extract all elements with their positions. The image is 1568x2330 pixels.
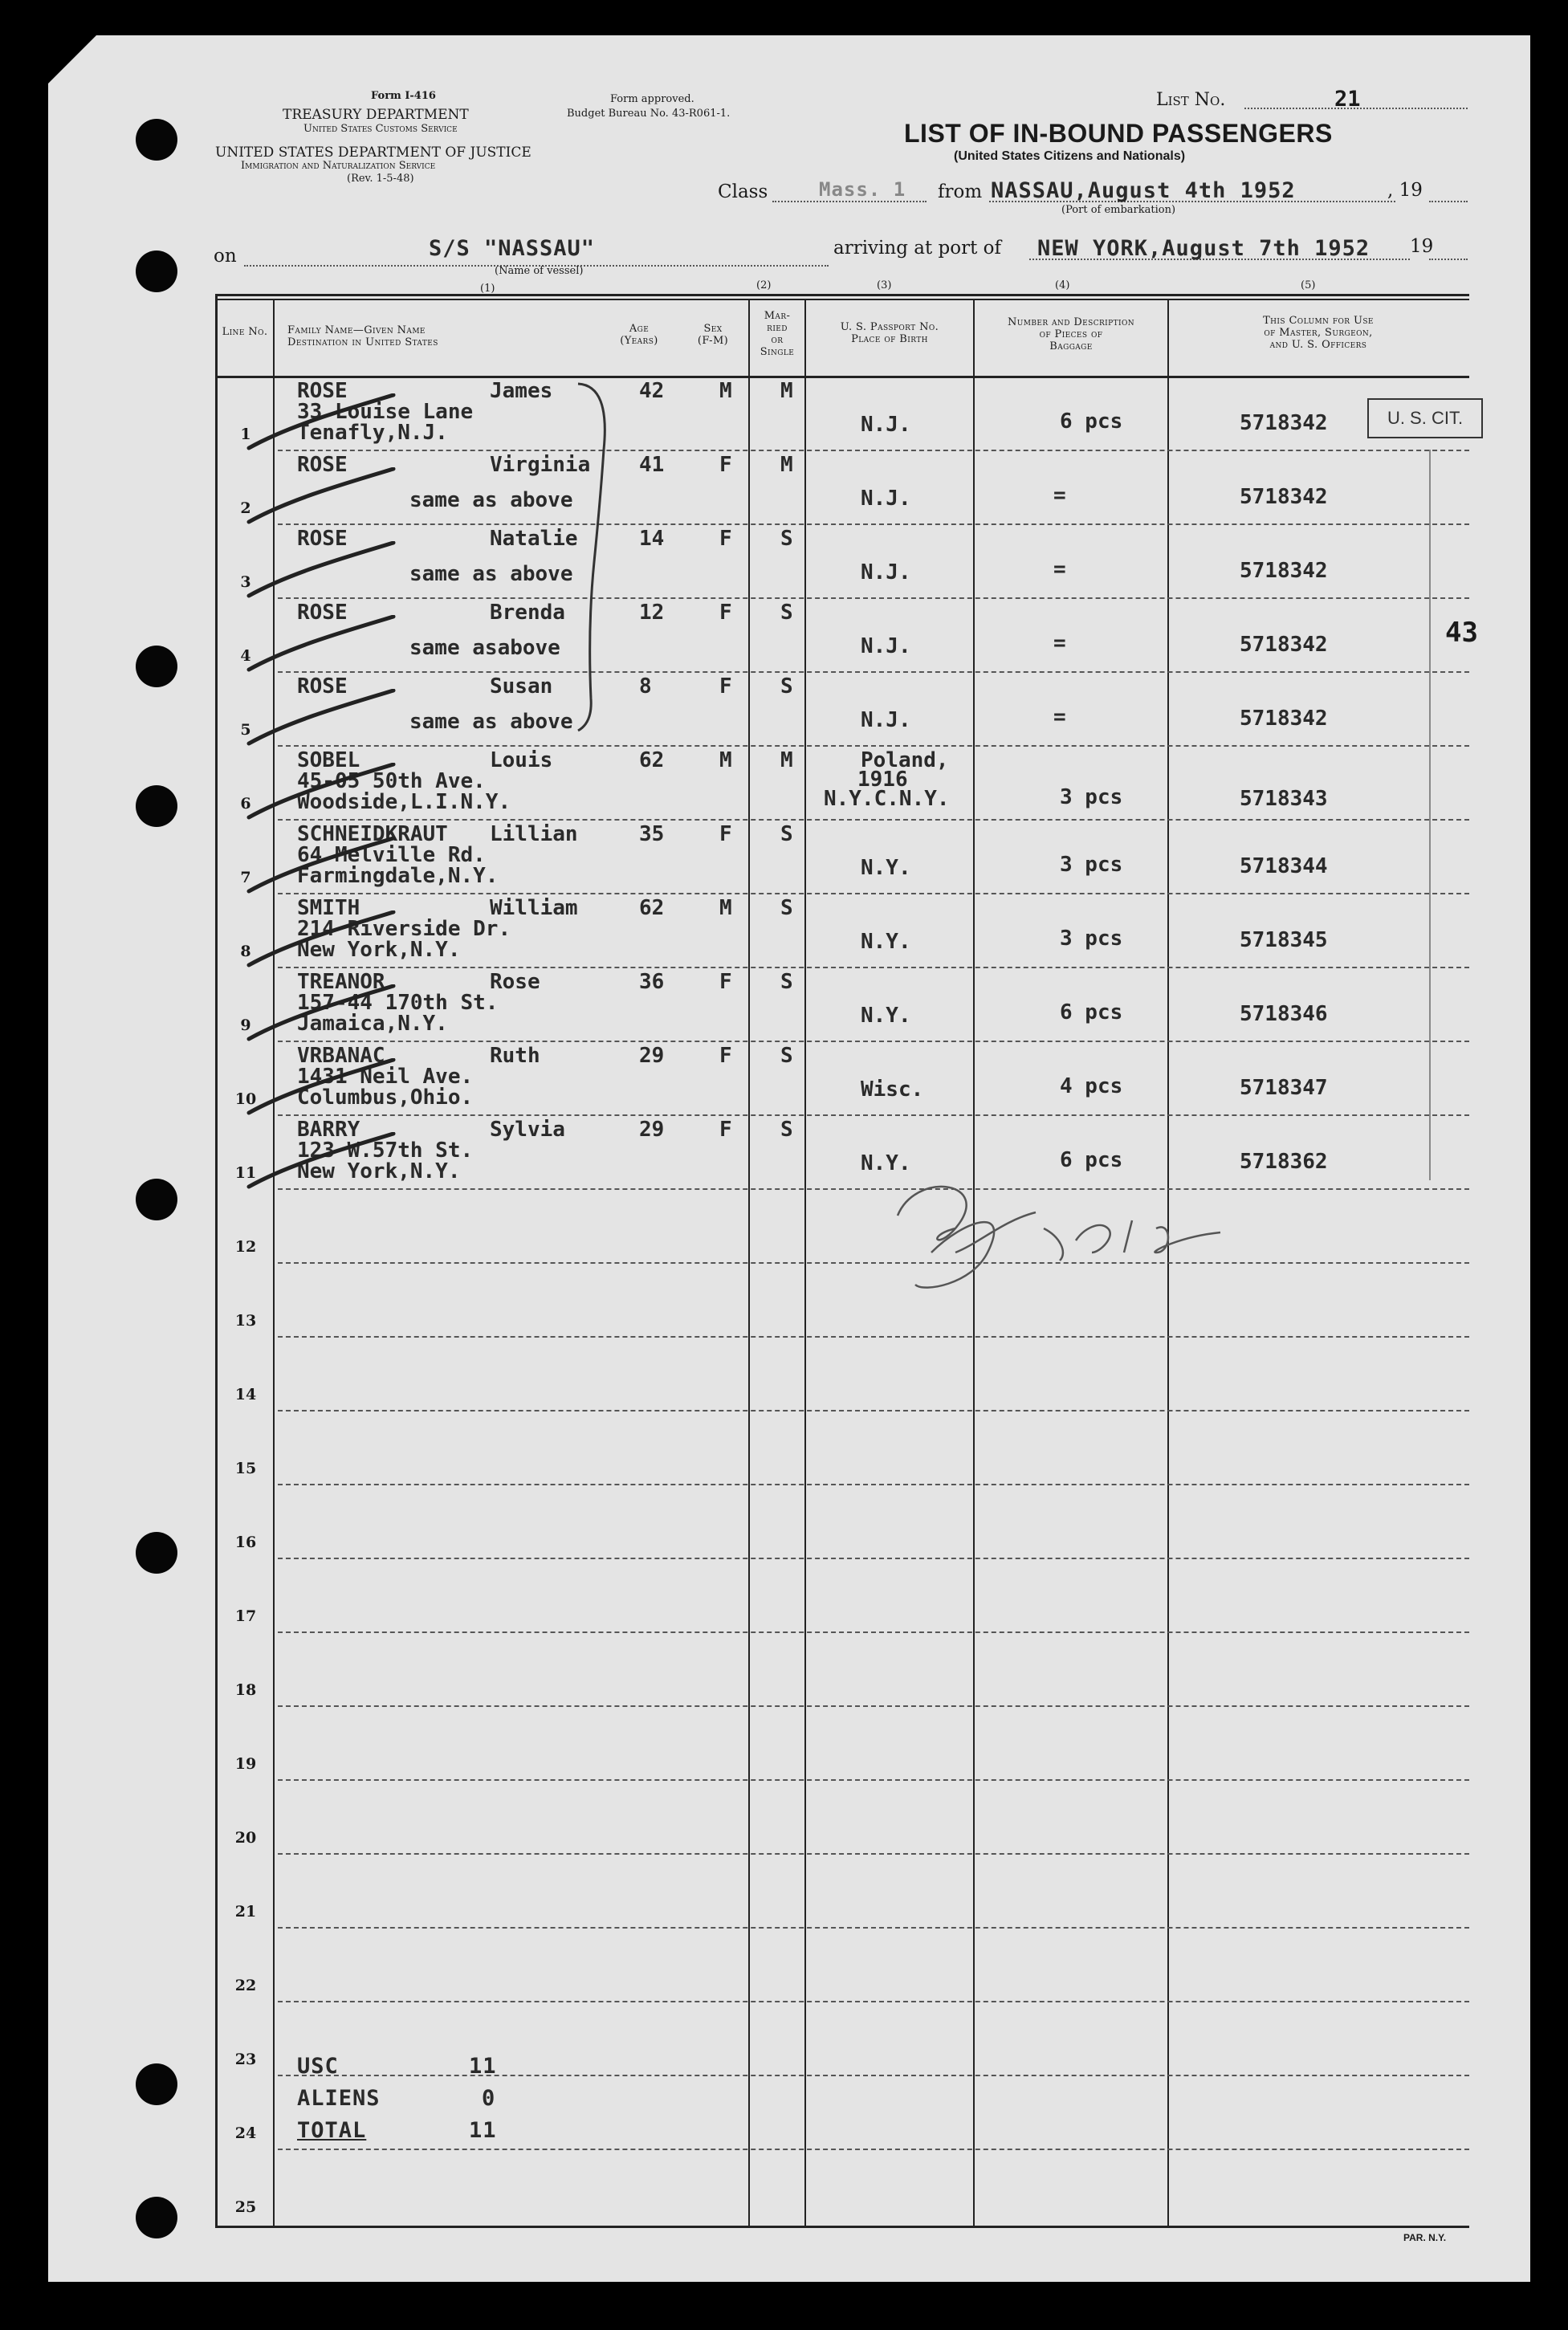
page-mark: 43 bbox=[1445, 617, 1478, 649]
marital-status: S bbox=[780, 674, 793, 699]
given-name: Susan bbox=[490, 674, 553, 699]
form-subtitle: (United States Citizens and Nationals) bbox=[954, 149, 1186, 163]
port-embark-caption: (Port of embarkation) bbox=[1061, 204, 1176, 216]
age: 36 bbox=[639, 970, 665, 994]
birth-place: N.J. bbox=[861, 634, 911, 658]
baggage: 6 pcs bbox=[1060, 409, 1123, 434]
address-line: same asabove bbox=[409, 636, 560, 660]
header-sex: Sex (F-M) bbox=[697, 323, 729, 347]
line-number: 3 bbox=[240, 573, 251, 591]
birth-place: N.Y. bbox=[861, 1004, 911, 1028]
officer-number: 5718342 bbox=[1240, 633, 1328, 657]
family-name: BARRY bbox=[297, 1118, 360, 1142]
printer-mark: PAR. N.Y. bbox=[1403, 2232, 1447, 2243]
marital-status: S bbox=[780, 527, 793, 551]
usc-count: 11 bbox=[469, 2054, 497, 2079]
age: 42 bbox=[639, 379, 665, 403]
age: 41 bbox=[639, 453, 665, 477]
family-name: TREANOR bbox=[297, 970, 385, 994]
on-label: on bbox=[214, 246, 237, 267]
header-name: Family Name—Given Name Destination in United States bbox=[287, 324, 438, 348]
address-city: Tenafly,N.J. bbox=[297, 421, 448, 445]
birth-place: N.Y.C.N.Y. bbox=[824, 787, 950, 811]
header-married: Mar- ried or Single bbox=[760, 310, 795, 358]
marital-status: S bbox=[780, 601, 793, 625]
address-line: 64 Melville Rd. bbox=[297, 843, 486, 867]
family-name: VRBANAC bbox=[297, 1044, 385, 1068]
treasury-department: TREASURY DEPARTMENT bbox=[283, 107, 469, 123]
sex: F bbox=[719, 970, 732, 994]
birth-place: N.J. bbox=[861, 560, 911, 585]
age: 14 bbox=[639, 527, 665, 551]
marital-status: S bbox=[780, 896, 793, 920]
header-line-no: Line No. bbox=[222, 326, 268, 338]
birth-place: Wisc. bbox=[861, 1077, 924, 1102]
officer-number: 5718342 bbox=[1240, 559, 1328, 583]
line-number: 5 bbox=[240, 721, 251, 739]
list-no-label: List No. bbox=[1156, 90, 1226, 110]
given-name: James bbox=[490, 379, 553, 403]
baggage: 3 pcs bbox=[1060, 853, 1123, 877]
baggage: 3 pcs bbox=[1060, 927, 1123, 951]
baggage: 6 pcs bbox=[1060, 1000, 1123, 1024]
given-name: Virginia bbox=[490, 453, 591, 477]
department-of-justice: UNITED STATES DEPARTMENT OF JUSTICE bbox=[215, 145, 531, 161]
line-number: 25 bbox=[234, 2198, 257, 2216]
header-age: Age (Years) bbox=[620, 323, 658, 347]
form-title: LIST OF IN-BOUND PASSENGERS bbox=[904, 119, 1333, 148]
family-name: SOBEL bbox=[297, 748, 360, 772]
family-name: SMITH bbox=[297, 896, 360, 920]
family-name: ROSE bbox=[297, 453, 348, 477]
birth-place: N.Y. bbox=[861, 930, 911, 954]
aliens-label: ALIENS bbox=[297, 2086, 381, 2111]
officer-number: 5718344 bbox=[1240, 854, 1328, 878]
family-name: ROSE bbox=[297, 674, 348, 699]
officer-number: 5718342 bbox=[1240, 707, 1328, 731]
family-name: ROSE bbox=[297, 527, 348, 551]
address-line: 214 Riverside Dr. bbox=[297, 917, 511, 941]
address-line: same as above bbox=[409, 710, 573, 734]
col-num-2: (2) bbox=[756, 279, 772, 291]
line-number: 21 bbox=[234, 1903, 257, 1921]
revision: (Rev. 1-5-48) bbox=[347, 173, 414, 185]
officer-number: 5718342 bbox=[1240, 485, 1328, 509]
marital-status: M bbox=[780, 379, 793, 403]
sex: F bbox=[719, 453, 732, 477]
family-name: ROSE bbox=[297, 379, 348, 403]
address-line: 157-44 170th St. bbox=[297, 991, 499, 1015]
line-number: 22 bbox=[234, 1977, 257, 1994]
line-number: 19 bbox=[234, 1755, 257, 1773]
officer-number: 5718362 bbox=[1240, 1150, 1328, 1174]
total-label: TOTAL bbox=[297, 2118, 367, 2143]
officer-number: 5718346 bbox=[1240, 1002, 1328, 1026]
line-number: 6 bbox=[240, 795, 251, 813]
sex: F bbox=[719, 1118, 732, 1142]
line-number: 7 bbox=[240, 869, 251, 886]
age: 29 bbox=[639, 1044, 665, 1068]
vessel-name: S/S "NASSAU" bbox=[429, 236, 596, 261]
ins-service: Immigration and Naturalization Service bbox=[241, 160, 436, 172]
port-of-embarkation: NASSAU,August 4th 1952 bbox=[991, 178, 1296, 203]
age: 12 bbox=[639, 601, 665, 625]
age: 8 bbox=[639, 674, 652, 699]
line-number: 13 bbox=[234, 1312, 257, 1330]
baggage: = bbox=[1053, 705, 1066, 729]
sex: F bbox=[719, 822, 732, 846]
address-city: Columbus,Ohio. bbox=[297, 1086, 474, 1110]
line-number: 17 bbox=[234, 1607, 257, 1625]
budget-bureau: Budget Bureau No. 43-R061-1. bbox=[567, 108, 731, 120]
baggage: 3 pcs bbox=[1060, 785, 1123, 809]
sex: F bbox=[719, 674, 732, 699]
form-number: Form I-416 bbox=[371, 90, 436, 102]
col-num-1: (1) bbox=[480, 283, 495, 295]
sex: M bbox=[719, 748, 732, 772]
birth-place: N.J. bbox=[861, 487, 911, 511]
given-name: Lillian bbox=[490, 822, 578, 846]
year-label-2: 19 bbox=[1410, 236, 1434, 257]
address-line: 33 Louise Lane bbox=[297, 400, 474, 424]
line-number: 24 bbox=[234, 2124, 257, 2142]
age: 62 bbox=[639, 748, 665, 772]
line-number: 9 bbox=[240, 1016, 251, 1034]
marital-status: M bbox=[780, 748, 793, 772]
address-line: 1431 Neil Ave. bbox=[297, 1065, 474, 1089]
age: 35 bbox=[639, 822, 665, 846]
officer-number: 5718343 bbox=[1240, 787, 1328, 811]
address-city: New York,N.Y. bbox=[297, 1159, 461, 1183]
line-number: 8 bbox=[240, 943, 251, 960]
aliens-count: 0 bbox=[482, 2086, 496, 2111]
line-number: 10 bbox=[234, 1090, 257, 1108]
line-number: 11 bbox=[234, 1164, 257, 1182]
family-name: ROSE bbox=[297, 601, 348, 625]
birth-place: N.Y. bbox=[861, 856, 911, 880]
marital-status: S bbox=[780, 970, 793, 994]
address-line: same as above bbox=[409, 488, 573, 512]
given-name: Rose bbox=[490, 970, 540, 994]
arriving-label: arriving at port of bbox=[833, 238, 1001, 259]
age: 29 bbox=[639, 1118, 665, 1142]
given-name: Sylvia bbox=[490, 1118, 565, 1142]
officer-signature bbox=[898, 1187, 1220, 1288]
address-line: same as above bbox=[409, 562, 573, 586]
us-citizen-stamp: U. S. CIT. bbox=[1367, 398, 1483, 438]
birth-place: N.J. bbox=[861, 413, 911, 437]
sex: M bbox=[719, 379, 732, 403]
col-num-3: (3) bbox=[877, 279, 892, 291]
line-number: 23 bbox=[234, 2051, 257, 2068]
baggage: 6 pcs bbox=[1060, 1148, 1123, 1172]
address-line: 123 W.57th St. bbox=[297, 1139, 474, 1163]
address-line: 45-05 50th Ave. bbox=[297, 769, 486, 793]
address-city: New York,N.Y. bbox=[297, 938, 461, 962]
birth-country: Poland, bbox=[861, 748, 949, 772]
baggage: = bbox=[1053, 557, 1066, 581]
line-number: 18 bbox=[234, 1681, 257, 1699]
address-city: Jamaica,N.Y. bbox=[297, 1012, 448, 1036]
col-num-4: (4) bbox=[1055, 279, 1070, 291]
given-name: Ruth bbox=[490, 1044, 540, 1068]
birth-place: N.Y. bbox=[861, 1151, 911, 1175]
sex: F bbox=[719, 601, 732, 625]
total-count: 11 bbox=[469, 2118, 497, 2143]
line-number: 16 bbox=[234, 1534, 257, 1551]
port-of-arrival: NEW YORK,August 7th 1952 bbox=[1037, 236, 1370, 261]
birth-place: N.J. bbox=[861, 708, 911, 732]
list-no-value: 21 bbox=[1334, 87, 1361, 112]
form-approved: Form approved. bbox=[610, 93, 694, 105]
line-number: 14 bbox=[234, 1386, 257, 1403]
birth-year: 1916 bbox=[857, 768, 908, 792]
line-number: 20 bbox=[234, 1829, 257, 1847]
line-number: 15 bbox=[234, 1460, 257, 1477]
vessel-caption: (Name of vessel) bbox=[495, 265, 584, 277]
officer-number: 5718342 bbox=[1240, 411, 1328, 435]
baggage: 4 pcs bbox=[1060, 1074, 1123, 1098]
header-passport: U. S. Passport No. Place of Birth bbox=[840, 321, 939, 345]
usc-label: USC bbox=[297, 2054, 339, 2079]
family-name: SCHNEIDKRAUT bbox=[297, 822, 448, 846]
from-label: from bbox=[938, 181, 983, 202]
officer-number: 5718347 bbox=[1240, 1076, 1328, 1100]
col-num-5: (5) bbox=[1301, 279, 1316, 291]
marital-status: M bbox=[780, 453, 793, 477]
given-name: Natalie bbox=[490, 527, 578, 551]
marital-status: S bbox=[780, 1044, 793, 1068]
given-name: Louis bbox=[490, 748, 553, 772]
class-value: Mass. 1 bbox=[819, 178, 906, 201]
line-number: 4 bbox=[240, 647, 251, 665]
customs-service: United States Customs Service bbox=[303, 123, 458, 135]
line-number: 1 bbox=[240, 426, 251, 443]
given-name: Brenda bbox=[490, 601, 565, 625]
age: 62 bbox=[639, 896, 665, 920]
line-number: 2 bbox=[240, 499, 251, 517]
marital-status: S bbox=[780, 822, 793, 846]
marital-status: S bbox=[780, 1118, 793, 1142]
class-label: Class bbox=[718, 181, 768, 202]
baggage: = bbox=[1053, 631, 1066, 655]
header-officers: This Column for Use of Master, Surgeon, and U. S. Officers bbox=[1263, 315, 1374, 351]
address-city: Farmingdale,N.Y. bbox=[297, 864, 499, 888]
sex: F bbox=[719, 1044, 732, 1068]
address-city: Woodside,L.I.N.Y. bbox=[297, 790, 511, 814]
sex: F bbox=[719, 527, 732, 551]
officer-number: 5718345 bbox=[1240, 928, 1328, 952]
line-number: 12 bbox=[234, 1238, 257, 1256]
baggage: = bbox=[1053, 483, 1066, 507]
given-name: William bbox=[490, 896, 578, 920]
sex: M bbox=[719, 896, 732, 920]
header-baggage: Number and Description of Pieces of Baggage bbox=[1007, 316, 1135, 352]
year-label-1: , 19 bbox=[1387, 180, 1423, 201]
family-bracket-mark bbox=[578, 384, 605, 731]
